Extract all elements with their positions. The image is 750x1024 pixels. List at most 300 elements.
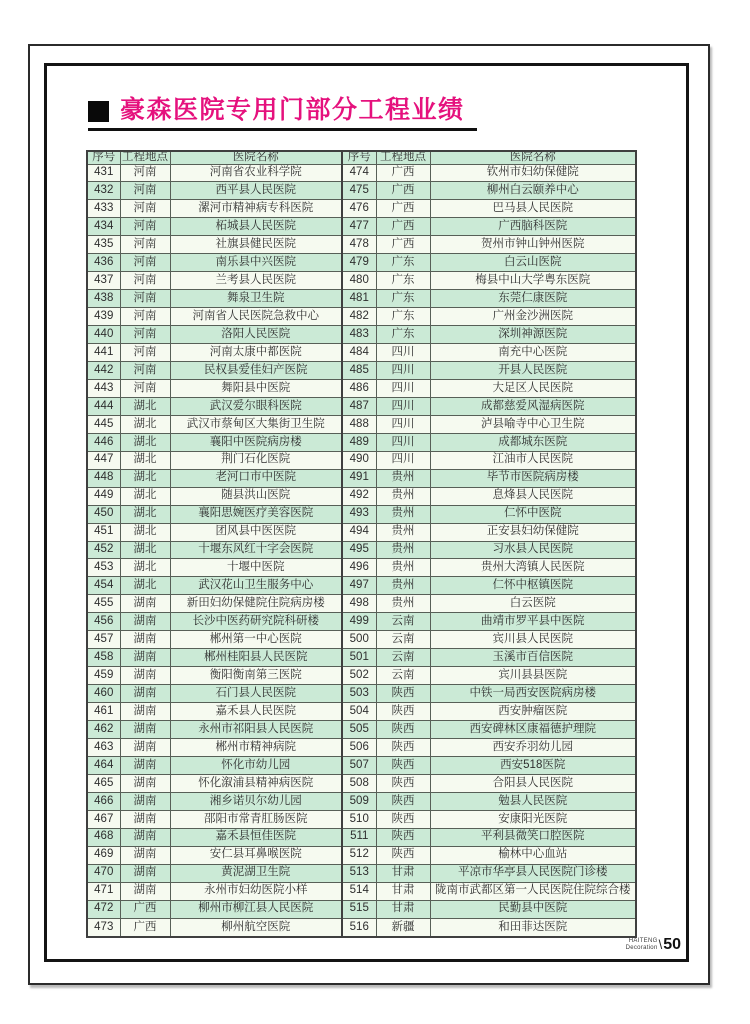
location-cell: 贵州 bbox=[376, 505, 430, 523]
serial-cell: 485 bbox=[342, 361, 376, 379]
location-cell: 云南 bbox=[376, 631, 430, 649]
hospital-cell: 勉县人民医院 bbox=[430, 792, 636, 810]
location-cell: 广西 bbox=[376, 164, 430, 182]
hospital-cell: 安仁县耳鼻喉医院 bbox=[170, 846, 342, 864]
hospital-cell: 郴州第一中心医院 bbox=[170, 631, 342, 649]
inner-frame bbox=[44, 63, 689, 962]
serial-cell: 447 bbox=[87, 451, 120, 469]
hospital-cell: 成都慈爱风湿病医院 bbox=[430, 397, 636, 415]
brand-mark bbox=[626, 938, 658, 952]
location-cell: 湖南 bbox=[120, 846, 170, 864]
serial-cell: 493 bbox=[342, 505, 376, 523]
table-row bbox=[87, 774, 636, 792]
hospital-table bbox=[86, 150, 637, 938]
location-cell: 贵州 bbox=[376, 595, 430, 613]
hospital-cell: 民权县爱佳妇产医院 bbox=[170, 361, 342, 379]
serial-cell: 456 bbox=[87, 613, 120, 631]
hospital-cell: 平凉市华亭县人民医院门诊楼 bbox=[430, 864, 636, 882]
serial-cell: 455 bbox=[87, 595, 120, 613]
location-cell: 河南 bbox=[120, 326, 170, 344]
hospital-table-body bbox=[87, 164, 636, 937]
location-cell: 河南 bbox=[120, 164, 170, 182]
hospital-cell: 十堰东风红十字会医院 bbox=[170, 541, 342, 559]
hospital-cell: 衡阳衡南第三医院 bbox=[170, 667, 342, 685]
title-block bbox=[88, 98, 477, 131]
hospital-cell: 西安碑林区康福德护理院 bbox=[430, 721, 636, 739]
table-row bbox=[87, 433, 636, 451]
table-row bbox=[87, 559, 636, 577]
hospital-cell: 南充中心医院 bbox=[430, 344, 636, 362]
serial-cell: 461 bbox=[87, 703, 120, 721]
hospital-cell: 仁怀中医院 bbox=[430, 505, 636, 523]
table-row bbox=[87, 541, 636, 559]
hospital-cell: 广州金沙洲医院 bbox=[430, 308, 636, 326]
hospital-cell: 随县洪山医院 bbox=[170, 487, 342, 505]
serial-cell: 438 bbox=[87, 290, 120, 308]
table-row bbox=[87, 505, 636, 523]
hospital-cell: 成都城东医院 bbox=[430, 433, 636, 451]
serial-cell: 466 bbox=[87, 792, 120, 810]
serial-cell: 469 bbox=[87, 846, 120, 864]
location-cell: 甘肃 bbox=[376, 864, 430, 882]
location-cell: 湖北 bbox=[120, 505, 170, 523]
hospital-cell: 怀化市幼儿园 bbox=[170, 756, 342, 774]
hospital-cell: 大足区人民医院 bbox=[430, 379, 636, 397]
table-row bbox=[87, 344, 636, 362]
hospital-cell: 襄阳思婉医疗美容医院 bbox=[170, 505, 342, 523]
serial-cell: 459 bbox=[87, 667, 120, 685]
table-row bbox=[87, 703, 636, 721]
location-cell: 云南 bbox=[376, 613, 430, 631]
table-row bbox=[87, 595, 636, 613]
hospital-cell: 黄泥湖卫生院 bbox=[170, 864, 342, 882]
location-cell: 河南 bbox=[120, 290, 170, 308]
serial-cell: 500 bbox=[342, 631, 376, 649]
serial-cell: 480 bbox=[342, 272, 376, 290]
table-row bbox=[87, 451, 636, 469]
serial-cell: 479 bbox=[342, 254, 376, 272]
hospital-cell: 嘉禾县恒佳医院 bbox=[170, 828, 342, 846]
location-cell: 陕西 bbox=[376, 792, 430, 810]
hospital-cell: 钦州市妇幼保健院 bbox=[430, 164, 636, 182]
location-cell: 陕西 bbox=[376, 739, 430, 757]
page-number: 50 bbox=[663, 936, 681, 953]
hospital-cell: 玉溪市百信医院 bbox=[430, 649, 636, 667]
location-cell: 广西 bbox=[376, 236, 430, 254]
serial-cell: 472 bbox=[87, 900, 120, 918]
location-cell: 河南 bbox=[120, 272, 170, 290]
serial-cell: 462 bbox=[87, 721, 120, 739]
table-row bbox=[87, 864, 636, 882]
location-cell: 湖北 bbox=[120, 469, 170, 487]
location-cell: 广东 bbox=[376, 326, 430, 344]
hospital-cell: 舞阳县中医院 bbox=[170, 379, 342, 397]
serial-cell: 452 bbox=[87, 541, 120, 559]
table-row bbox=[87, 415, 636, 433]
table-header-row bbox=[87, 151, 636, 164]
table-row bbox=[87, 379, 636, 397]
table-row bbox=[87, 792, 636, 810]
hospital-cell: 武汉爱尔眼科医院 bbox=[170, 397, 342, 415]
location-cell: 湖南 bbox=[120, 613, 170, 631]
serial-cell: 463 bbox=[87, 739, 120, 757]
serial-cell: 494 bbox=[342, 523, 376, 541]
table-row bbox=[87, 900, 636, 918]
table-row bbox=[87, 810, 636, 828]
serial-cell: 488 bbox=[342, 415, 376, 433]
location-cell: 湖北 bbox=[120, 397, 170, 415]
hospital-cell: 武汉花山卫生服务中心 bbox=[170, 577, 342, 595]
location-cell: 贵州 bbox=[376, 541, 430, 559]
hospital-cell: 陇南市武都区第一人民医院住院综合楼 bbox=[430, 882, 636, 900]
hospital-cell: 团风县中医医院 bbox=[170, 523, 342, 541]
serial-cell: 436 bbox=[87, 254, 120, 272]
location-cell: 湖南 bbox=[120, 810, 170, 828]
hospital-cell: 洛阳人民医院 bbox=[170, 326, 342, 344]
location-cell: 云南 bbox=[376, 667, 430, 685]
table-row bbox=[87, 308, 636, 326]
brand-slash: \ bbox=[658, 936, 663, 952]
header-location-right: 工程地点 bbox=[376, 151, 430, 164]
serial-cell: 435 bbox=[87, 236, 120, 254]
location-cell: 陕西 bbox=[376, 721, 430, 739]
hospital-cell: 贺州市钟山钟州医院 bbox=[430, 236, 636, 254]
location-cell: 湖北 bbox=[120, 451, 170, 469]
serial-cell: 513 bbox=[342, 864, 376, 882]
serial-cell: 502 bbox=[342, 667, 376, 685]
location-cell: 陕西 bbox=[376, 756, 430, 774]
location-cell: 广东 bbox=[376, 272, 430, 290]
hospital-cell: 仁怀中枢镇医院 bbox=[430, 577, 636, 595]
hospital-cell: 习水县人民医院 bbox=[430, 541, 636, 559]
table-row bbox=[87, 254, 636, 272]
serial-cell: 467 bbox=[87, 810, 120, 828]
serial-cell: 475 bbox=[342, 182, 376, 200]
serial-cell: 450 bbox=[87, 505, 120, 523]
serial-cell: 512 bbox=[342, 846, 376, 864]
hospital-cell: 合阳县人民医院 bbox=[430, 774, 636, 792]
location-cell: 广西 bbox=[376, 200, 430, 218]
hospital-cell: 河南省人民医院急救中心 bbox=[170, 308, 342, 326]
outer-frame bbox=[28, 44, 710, 985]
hospital-cell: 白云山医院 bbox=[430, 254, 636, 272]
hospital-cell: 毕节市医院病房楼 bbox=[430, 469, 636, 487]
serial-cell: 510 bbox=[342, 810, 376, 828]
hospital-cell: 深圳神源医院 bbox=[430, 326, 636, 344]
location-cell: 湖南 bbox=[120, 595, 170, 613]
serial-cell: 516 bbox=[342, 918, 376, 937]
serial-cell: 454 bbox=[87, 577, 120, 595]
location-cell: 河南 bbox=[120, 308, 170, 326]
location-cell: 广西 bbox=[120, 900, 170, 918]
header-location-left: 工程地点 bbox=[122, 151, 168, 163]
location-cell: 湖北 bbox=[120, 577, 170, 595]
serial-cell: 465 bbox=[87, 774, 120, 792]
location-cell: 云南 bbox=[376, 649, 430, 667]
location-cell: 湖北 bbox=[120, 433, 170, 451]
location-cell: 河南 bbox=[120, 236, 170, 254]
location-cell: 广西 bbox=[120, 918, 170, 937]
table-row bbox=[87, 882, 636, 900]
serial-cell: 486 bbox=[342, 379, 376, 397]
serial-cell: 464 bbox=[87, 756, 120, 774]
serial-cell: 443 bbox=[87, 379, 120, 397]
hospital-cell: 巴马县人民医院 bbox=[430, 200, 636, 218]
hospital-cell: 梅县中山大学粤东医院 bbox=[430, 272, 636, 290]
hospital-cell: 白云医院 bbox=[430, 595, 636, 613]
hospital-cell: 中铁一局西安医院病房楼 bbox=[430, 685, 636, 703]
hospital-cell: 嘉禾县人民医院 bbox=[170, 703, 342, 721]
serial-cell: 511 bbox=[342, 828, 376, 846]
location-cell: 甘肃 bbox=[376, 882, 430, 900]
serial-cell: 509 bbox=[342, 792, 376, 810]
hospital-cell: 漯河市精神病专科医院 bbox=[170, 200, 342, 218]
location-cell: 河南 bbox=[120, 182, 170, 200]
table-row bbox=[87, 236, 636, 254]
hospital-cell: 新田妇幼保健院住院病房楼 bbox=[170, 595, 342, 613]
serial-cell: 476 bbox=[342, 200, 376, 218]
location-cell: 广东 bbox=[376, 290, 430, 308]
serial-cell: 497 bbox=[342, 577, 376, 595]
location-cell: 四川 bbox=[376, 433, 430, 451]
serial-cell: 515 bbox=[342, 900, 376, 918]
location-cell: 河南 bbox=[120, 218, 170, 236]
location-cell: 陕西 bbox=[376, 828, 430, 846]
location-cell: 贵州 bbox=[376, 559, 430, 577]
serial-cell: 433 bbox=[87, 200, 120, 218]
location-cell: 河南 bbox=[120, 361, 170, 379]
header-serial-right: 序号 bbox=[342, 151, 376, 164]
table-row bbox=[87, 828, 636, 846]
serial-cell: 444 bbox=[87, 397, 120, 415]
serial-cell: 495 bbox=[342, 541, 376, 559]
serial-cell: 434 bbox=[87, 218, 120, 236]
hospital-cell: 社旗县健民医院 bbox=[170, 236, 342, 254]
location-cell: 湖南 bbox=[120, 667, 170, 685]
serial-cell: 451 bbox=[87, 523, 120, 541]
title-bullet-square bbox=[88, 101, 109, 122]
table-row bbox=[87, 272, 636, 290]
location-cell: 广东 bbox=[376, 308, 430, 326]
location-cell: 广东 bbox=[376, 254, 430, 272]
table-row bbox=[87, 577, 636, 595]
serial-cell: 506 bbox=[342, 739, 376, 757]
table-row bbox=[87, 631, 636, 649]
page-title: 豪森医院专用门部分工程业绩 bbox=[120, 96, 465, 124]
serial-cell: 508 bbox=[342, 774, 376, 792]
location-cell: 广西 bbox=[376, 182, 430, 200]
location-cell: 湖北 bbox=[120, 541, 170, 559]
hospital-cell: 榆林中心血站 bbox=[430, 846, 636, 864]
location-cell: 四川 bbox=[376, 451, 430, 469]
table-row bbox=[87, 613, 636, 631]
hospital-cell: 曲靖市罗平县中医院 bbox=[430, 613, 636, 631]
location-cell: 湖南 bbox=[120, 631, 170, 649]
serial-cell: 507 bbox=[342, 756, 376, 774]
serial-cell: 491 bbox=[342, 469, 376, 487]
location-cell: 甘肃 bbox=[376, 900, 430, 918]
location-cell: 贵州 bbox=[376, 469, 430, 487]
hospital-cell: 西平县人民医院 bbox=[170, 182, 342, 200]
serial-cell: 483 bbox=[342, 326, 376, 344]
location-cell: 湖南 bbox=[120, 792, 170, 810]
serial-cell: 505 bbox=[342, 721, 376, 739]
serial-cell: 439 bbox=[87, 308, 120, 326]
hospital-cell: 东莞仁康医院 bbox=[430, 290, 636, 308]
hospital-cell: 石门县人民医院 bbox=[170, 685, 342, 703]
serial-cell: 446 bbox=[87, 433, 120, 451]
location-cell: 湖北 bbox=[120, 523, 170, 541]
hospital-cell: 永州市祁阳县人民医院 bbox=[170, 721, 342, 739]
location-cell: 贵州 bbox=[376, 523, 430, 541]
table-row bbox=[87, 326, 636, 344]
location-cell: 陕西 bbox=[376, 846, 430, 864]
location-cell: 四川 bbox=[376, 379, 430, 397]
location-cell: 河南 bbox=[120, 379, 170, 397]
serial-cell: 441 bbox=[87, 344, 120, 362]
table-row bbox=[87, 397, 636, 415]
hospital-cell: 兰考县人民医院 bbox=[170, 272, 342, 290]
hospital-cell: 广西脑科医院 bbox=[430, 218, 636, 236]
serial-cell: 457 bbox=[87, 631, 120, 649]
hospital-cell: 南乐县中兴医院 bbox=[170, 254, 342, 272]
header-hospital-left: 医院名称 bbox=[170, 151, 342, 164]
location-cell: 四川 bbox=[376, 397, 430, 415]
hospital-cell: 泸县喻寺中心卫生院 bbox=[430, 415, 636, 433]
table-row bbox=[87, 756, 636, 774]
location-cell: 湖南 bbox=[120, 685, 170, 703]
table-row bbox=[87, 523, 636, 541]
hospital-cell: 江油市人民医院 bbox=[430, 451, 636, 469]
location-cell: 广西 bbox=[376, 218, 430, 236]
table-row bbox=[87, 361, 636, 379]
hospital-cell: 永州市妇幼医院小样 bbox=[170, 882, 342, 900]
hospital-cell: 湘乡诺贝尔幼儿园 bbox=[170, 792, 342, 810]
hospital-cell: 柳州白云颐养中心 bbox=[430, 182, 636, 200]
serial-cell: 501 bbox=[342, 649, 376, 667]
hospital-cell: 郴州桂阳县人民医院 bbox=[170, 649, 342, 667]
serial-cell: 482 bbox=[342, 308, 376, 326]
location-cell: 湖北 bbox=[120, 487, 170, 505]
location-cell: 陕西 bbox=[376, 685, 430, 703]
header-hospital-right: 医院名称 bbox=[430, 151, 636, 164]
serial-cell: 432 bbox=[87, 182, 120, 200]
hospital-cell: 西安乔羽幼儿园 bbox=[430, 739, 636, 757]
serial-cell: 440 bbox=[87, 326, 120, 344]
location-cell: 新疆 bbox=[376, 918, 430, 937]
location-cell: 湖南 bbox=[120, 882, 170, 900]
serial-cell: 473 bbox=[87, 918, 120, 937]
hospital-cell: 河南太康中都医院 bbox=[170, 344, 342, 362]
hospital-cell: 武汉市蔡甸区大集街卫生院 bbox=[170, 415, 342, 433]
serial-cell: 474 bbox=[342, 164, 376, 182]
table-row bbox=[87, 200, 636, 218]
table-row bbox=[87, 182, 636, 200]
serial-cell: 499 bbox=[342, 613, 376, 631]
serial-cell: 448 bbox=[87, 469, 120, 487]
table-row bbox=[87, 721, 636, 739]
hospital-cell: 平利县微笑口腔医院 bbox=[430, 828, 636, 846]
brand-line2: Decoration bbox=[625, 945, 658, 951]
location-cell: 湖南 bbox=[120, 774, 170, 792]
hospital-cell: 柳州市柳江县人民医院 bbox=[170, 900, 342, 918]
location-cell: 湖南 bbox=[120, 649, 170, 667]
location-cell: 河南 bbox=[120, 200, 170, 218]
hospital-cell: 十堰中医院 bbox=[170, 559, 342, 577]
hospital-cell: 息烽县人民医院 bbox=[430, 487, 636, 505]
location-cell: 湖南 bbox=[120, 739, 170, 757]
location-cell: 河南 bbox=[120, 344, 170, 362]
table-row bbox=[87, 918, 636, 937]
location-cell: 陕西 bbox=[376, 703, 430, 721]
location-cell: 四川 bbox=[376, 361, 430, 379]
hospital-cell: 老河口市中医院 bbox=[170, 469, 342, 487]
hospital-cell: 舞泉卫生院 bbox=[170, 290, 342, 308]
table-row bbox=[87, 469, 636, 487]
table-row bbox=[87, 290, 636, 308]
hospital-cell: 和田菲达医院 bbox=[430, 918, 636, 937]
serial-cell: 437 bbox=[87, 272, 120, 290]
brand-line1: HAITENG bbox=[628, 938, 658, 944]
hospital-cell: 邵阳市常青肛肠医院 bbox=[170, 810, 342, 828]
location-cell: 贵州 bbox=[376, 487, 430, 505]
serial-cell: 470 bbox=[87, 864, 120, 882]
location-cell: 湖北 bbox=[120, 559, 170, 577]
hospital-cell: 西安518医院 bbox=[430, 756, 636, 774]
hospital-cell: 宾川县人民医院 bbox=[430, 631, 636, 649]
location-cell: 贵州 bbox=[376, 577, 430, 595]
serial-cell: 498 bbox=[342, 595, 376, 613]
hospital-cell: 安康阳光医院 bbox=[430, 810, 636, 828]
serial-cell: 503 bbox=[342, 685, 376, 703]
serial-cell: 477 bbox=[342, 218, 376, 236]
location-cell: 湖南 bbox=[120, 721, 170, 739]
location-cell: 陕西 bbox=[376, 810, 430, 828]
location-cell: 湖南 bbox=[120, 864, 170, 882]
serial-cell: 489 bbox=[342, 433, 376, 451]
table-row bbox=[87, 739, 636, 757]
location-cell: 湖南 bbox=[120, 703, 170, 721]
hospital-cell: 怀化溆浦县精神病医院 bbox=[170, 774, 342, 792]
location-cell: 四川 bbox=[376, 415, 430, 433]
location-cell: 四川 bbox=[376, 344, 430, 362]
serial-cell: 496 bbox=[342, 559, 376, 577]
serial-cell: 504 bbox=[342, 703, 376, 721]
location-cell: 湖南 bbox=[120, 756, 170, 774]
hospital-cell: 柘城县人民医院 bbox=[170, 218, 342, 236]
table-row bbox=[87, 164, 636, 182]
hospital-cell: 河南省农业科学院 bbox=[170, 164, 342, 182]
hospital-cell: 宾川县县医院 bbox=[430, 667, 636, 685]
hospital-cell: 正安县妇幼保健院 bbox=[430, 523, 636, 541]
hospital-cell: 贵州大湾镇人民医院 bbox=[430, 559, 636, 577]
serial-cell: 487 bbox=[342, 397, 376, 415]
hospital-cell: 长沙中医药研究院科研楼 bbox=[170, 613, 342, 631]
serial-cell: 484 bbox=[342, 344, 376, 362]
serial-cell: 460 bbox=[87, 685, 120, 703]
hospital-cell: 襄阳中医院病房楼 bbox=[170, 433, 342, 451]
hospital-cell: 郴州市精神病院 bbox=[170, 739, 342, 757]
table-row bbox=[87, 649, 636, 667]
table-row bbox=[87, 667, 636, 685]
location-cell: 河南 bbox=[120, 254, 170, 272]
serial-cell: 478 bbox=[342, 236, 376, 254]
serial-cell: 468 bbox=[87, 828, 120, 846]
serial-cell: 481 bbox=[342, 290, 376, 308]
serial-cell: 445 bbox=[87, 415, 120, 433]
serial-cell: 458 bbox=[87, 649, 120, 667]
table-row bbox=[87, 685, 636, 703]
